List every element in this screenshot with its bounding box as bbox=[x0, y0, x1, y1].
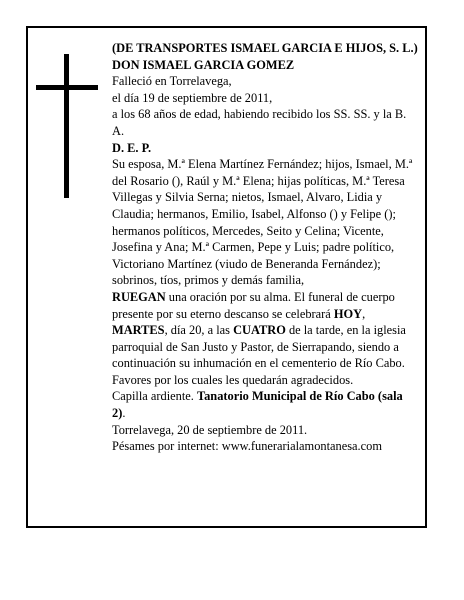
condolences-line: Pésames por internet: www.funerarialamontanesa.com bbox=[112, 439, 382, 454]
place-date: Torrelavega, 20 de septiembre de 2011. bbox=[112, 422, 308, 437]
family-paragraph: Su esposa, M.ª Elena Martínez Fernández; hijos, Ismael, M.ª del Rosario (), Raúl y M.ª Elena; hijas políticas, M.ª Teresa Villegas y Silvia Serna; nietos, Ismael, Alvaro, Lidia y Claudia; hermanos, Emilio, Isabel, Alfonso () y Felipe (); hermanos políticos, Mercedes, Seito y Celina; Vicente, Josefina y Ana; M.ª Carmen, Pepe y Luis; padre político, Victoriano Martínez (viudo de Beneranda Fernández); sobrinos, tíos, primos y demás familia, bbox=[112, 157, 413, 288]
chapel-prefix: Capilla ardiente. bbox=[112, 389, 197, 404]
hoy-word: HOY bbox=[333, 306, 363, 321]
cuatro-word: CUATRO bbox=[233, 323, 286, 338]
chapel-suffix: . bbox=[122, 406, 126, 421]
funeral-text-1: una oración por su alma. El funeral de cuerpo presente por su eterno descanso se celebrará bbox=[112, 289, 395, 321]
funeral-text-2: , día 20, a las bbox=[164, 323, 234, 338]
funeral-paragraph bbox=[112, 289, 418, 389]
died-in: Falleció en Torrelavega, bbox=[112, 74, 232, 89]
ruegan-word: RUEGAN bbox=[112, 289, 166, 304]
notice-body bbox=[112, 40, 418, 455]
funeral-comma: , bbox=[362, 306, 366, 321]
funeral-text-3: de la tarde, en la iglesia parroquial de San Justo y Pastor, de Sierrapando, siendo a continuación su inhumación en el cementerio de Río Cabo. Favores por los cuales les quedarán agradecidos. bbox=[112, 323, 406, 387]
martes-word: MARTES bbox=[112, 323, 165, 338]
chapel-paragraph bbox=[112, 388, 418, 421]
company-line: (DE TRANSPORTES ISMAEL GARCIA E HIJOS, S. L.) bbox=[112, 41, 418, 55]
dep-line: D. E. P. bbox=[112, 140, 152, 155]
cross-horizontal-bar bbox=[36, 85, 98, 90]
cross-vertical-bar bbox=[64, 54, 69, 198]
chapel-place: Tanatorio Municipal de Río Cabo (sala 2) bbox=[112, 389, 403, 421]
death-date: el día 19 de septiembre de 2011, bbox=[112, 90, 273, 105]
deceased-name: DON ISMAEL GARCIA GOMEZ bbox=[112, 57, 295, 72]
age-sacraments: a los 68 años de edad, habiendo recibido los SS. SS. y la B. A. bbox=[112, 107, 407, 138]
cross-icon bbox=[36, 54, 98, 198]
